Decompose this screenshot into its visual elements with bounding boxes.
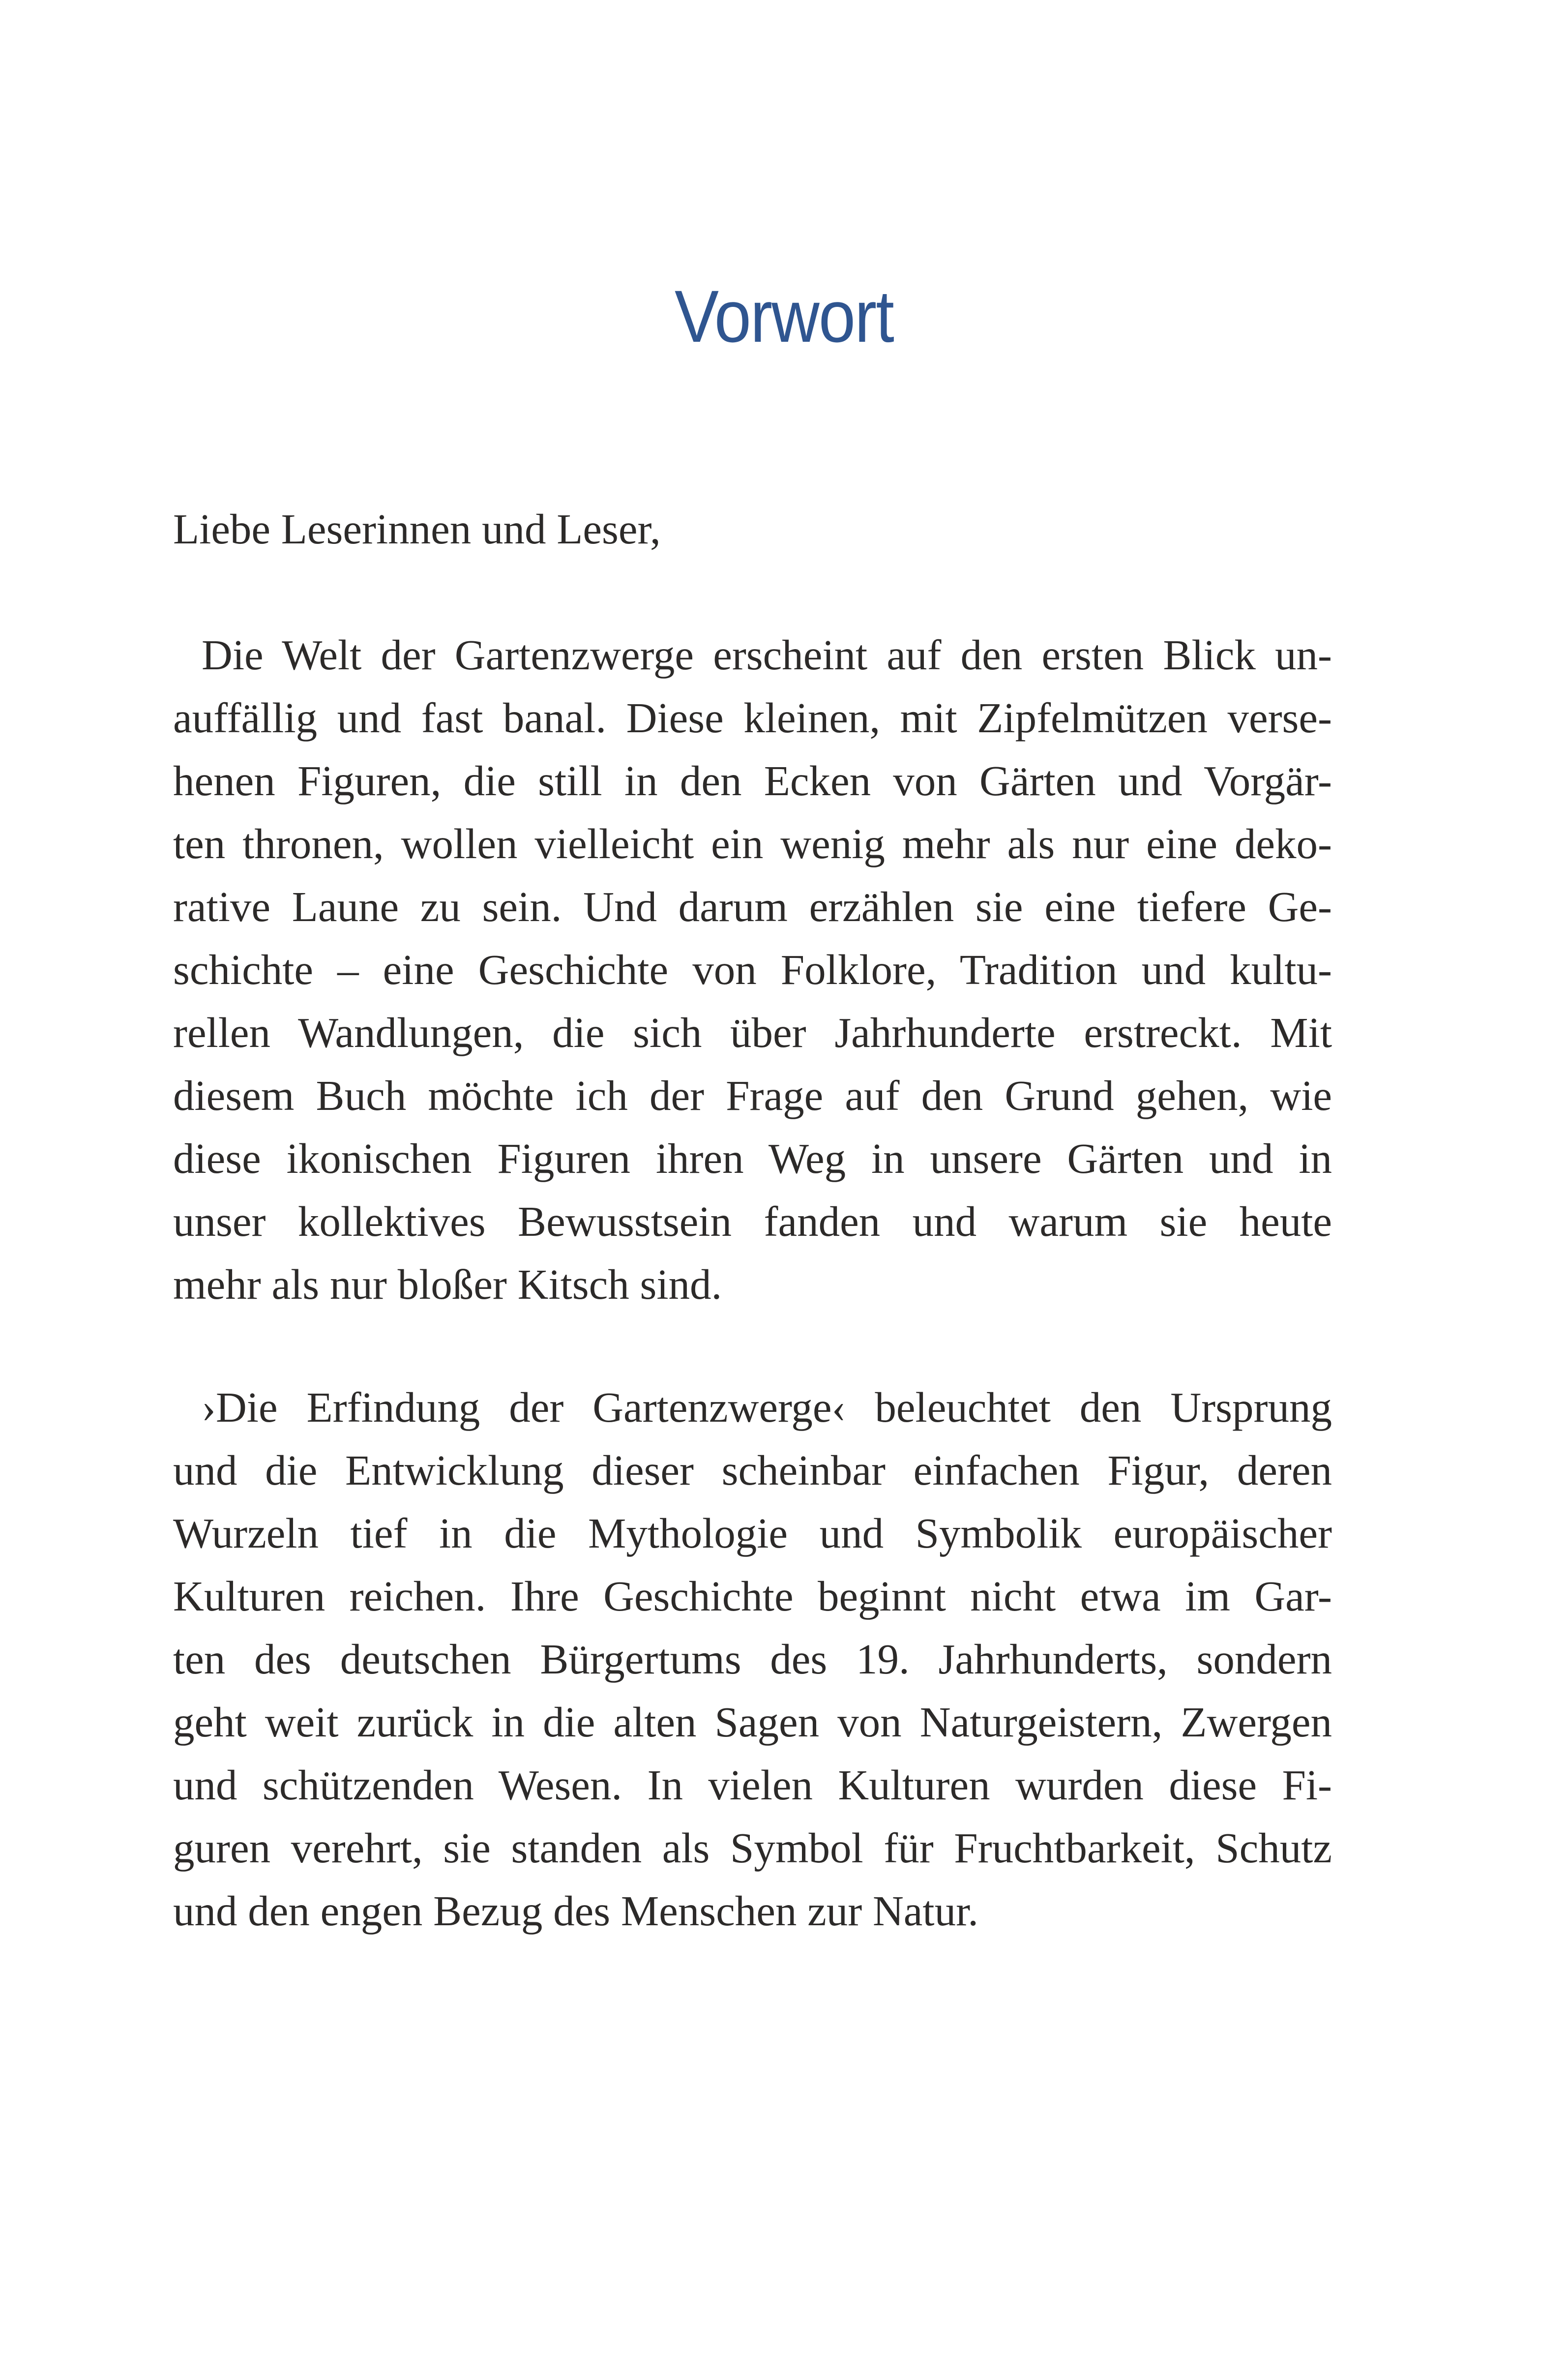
paragraph-2-line: ten des deutschen Bürgertums des 19. Jahrhunderts, sondern [173,1635,1332,1683]
paragraph-2 [173,1376,1332,1942]
paragraph-2-line: und den engen Bezug des Menschen zur Natur. [173,1887,979,1935]
paragraph-1 [173,624,1332,1316]
paragraph-1-line: schichte – eine Geschichte von Folklore, Tradition und kultu- [173,946,1332,993]
paragraph-2-line: ›Die Erfindung der Gartenzwerge‹ beleuchtet den Ursprung [202,1383,1332,1431]
paragraph-1-line: rative Laune zu sein. Und darum erzählen sie eine tiefere Ge- [173,883,1332,930]
paragraph-2-line: Kulturen reichen. Ihre Geschichte beginnt nicht etwa im Gar- [173,1572,1332,1620]
paragraph-2-line: Wurzeln tief in die Mythologie und Symbolik europäischer [173,1509,1332,1557]
paragraph-2-line: und die Entwicklung dieser scheinbar einfachen Figur, deren [173,1446,1332,1494]
paragraph-1-line: auffällig und fast banal. Diese kleinen, mit Zipfelmützen verse- [173,694,1332,742]
paragraph-2-line: guren verehrt, sie standen als Symbol für Fruchtbarkeit, Schutz [173,1824,1332,1872]
paragraph-1-line: mehr als nur bloßer Kitsch sind. [173,1260,722,1308]
paragraph-1-line: henen Figuren, die still in den Ecken von Gärten und Vorgär- [173,757,1332,805]
paragraph-1-line: Die Welt der Gartenzwerge erscheint auf den ersten Blick un- [202,631,1332,679]
paragraph-1-line: diese ikonischen Figuren ihren Weg in unsere Gärten und in [173,1134,1332,1182]
paragraph-1-line: rellen Wandlungen, die sich über Jahrhunderte erstreckt. Mit [173,1009,1332,1056]
paragraph-1-line: diesem Buch möchte ich der Frage auf den Grund gehen, wie [173,1072,1332,1119]
greeting: Liebe Leserinnen und Leser, [173,505,661,553]
paragraph-1-line: unser kollektives Bewusstsein fanden und warum sie heute [173,1197,1332,1245]
paragraph-1-line: ten thronen, wollen vielleicht ein wenig mehr als nur eine deko- [173,820,1332,867]
paragraph-2-line: geht weit zurück in die alten Sagen von Naturgeistern, Zwergen [173,1698,1332,1746]
page-title: Vorwort [674,275,894,358]
paragraph-2-line: und schützenden Wesen. In vielen Kulturen wurden diese Fi- [173,1761,1332,1809]
